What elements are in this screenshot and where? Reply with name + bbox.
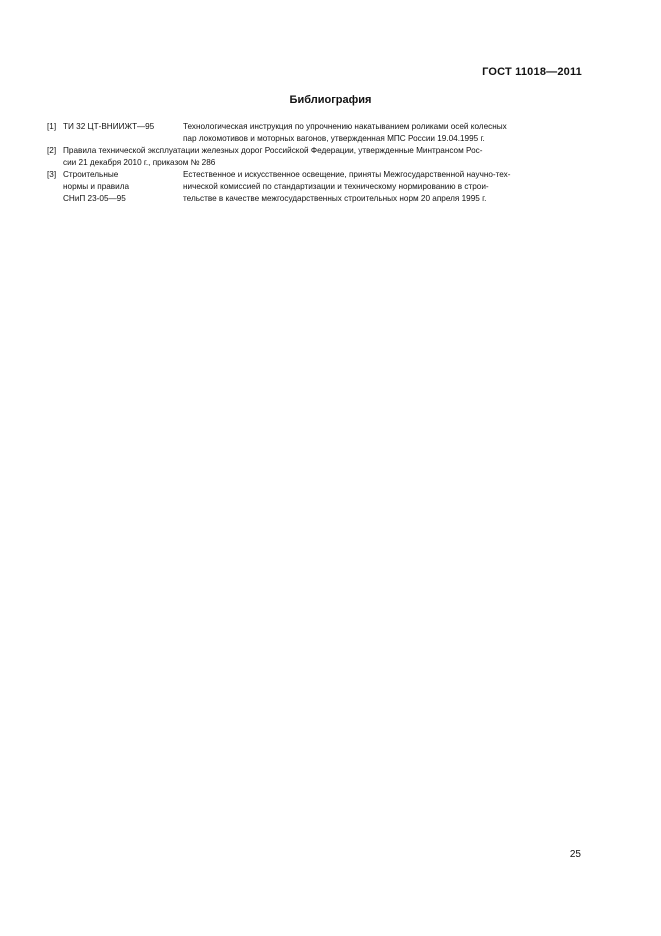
page-number: 25 bbox=[569, 849, 581, 860]
description-line: Технологическая инструкция по упрочнению накатыванием роликами осей колесных bbox=[183, 122, 507, 131]
description-line: пар локомотивов и моторных вагонов, утвержденная МПС России 19.04.1995 г. bbox=[183, 134, 485, 143]
source-line: СНиП 23-05—95 bbox=[63, 194, 126, 203]
source-line: нормы и правила bbox=[63, 182, 130, 191]
entry-number: [2] bbox=[47, 146, 57, 155]
bibliography-list bbox=[47, 121, 583, 205]
description-line: тельстве в качестве межгосударственных строительных норм 20 апреля 1995 г. bbox=[183, 194, 487, 203]
entry-number: [3] bbox=[47, 170, 57, 179]
source-line: Строительные bbox=[63, 170, 119, 179]
description-line: Правила технической эксплуатации железных дорог Российской Федерации, утвержденные Минтрансом Рос- bbox=[63, 146, 483, 155]
description-line: сии 21 декабря 2010 г., приказом № 286 bbox=[63, 158, 216, 167]
description-line: Естественное и искусственное освещение, приняты Межгосударственной научно-тех- bbox=[183, 170, 511, 179]
entry-description bbox=[183, 121, 583, 145]
document-code: ГОСТ 11018—2011 bbox=[482, 66, 582, 78]
bibliography-entry bbox=[47, 169, 583, 205]
section-title: Библиография bbox=[289, 94, 372, 106]
entry-source bbox=[47, 121, 183, 145]
description-line: нической комиссией по стандартизации и техническому нормированию в строи- bbox=[183, 182, 489, 191]
entry-number: [1] bbox=[47, 122, 57, 131]
bibliography-entry bbox=[47, 145, 583, 169]
entry-source bbox=[47, 169, 183, 205]
bibliography-entry bbox=[47, 121, 583, 145]
entry-description bbox=[183, 169, 583, 205]
source-line: ТИ 32 ЦТ-ВНИИЖТ—95 bbox=[63, 122, 155, 131]
